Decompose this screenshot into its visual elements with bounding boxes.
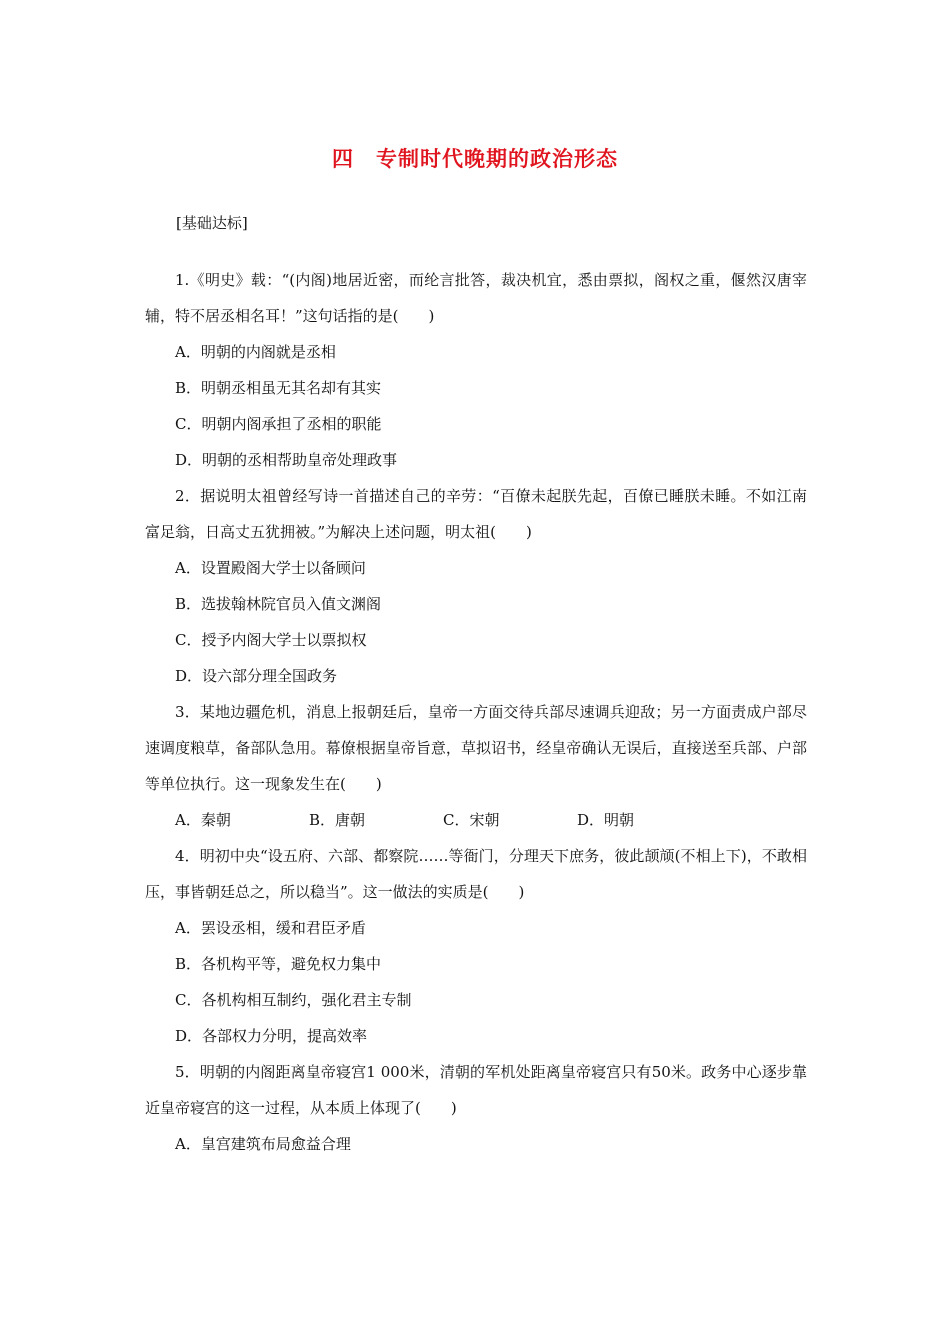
question-stem: 2．据说明太祖曾经写诗一首描述自己的辛劳：“百僚未起朕先起，百僚已睡朕未睡。不如江南富足翁，日高丈五犹拥被。”为解决上述问题，明太祖( ) [145, 487, 807, 541]
option-b: B．选拔翰林院官员入值文渊阁 [175, 595, 382, 613]
option-d: D．设六部分理全国政务 [175, 667, 338, 685]
option-d: D．明朝的丞相帮助皇帝处理政事 [175, 451, 398, 469]
options-row [145, 802, 807, 838]
page-title: 四 专制时代晚期的政治形态 [332, 147, 618, 171]
option-c: C．宋朝 [443, 811, 500, 829]
question-stem: 3．某地边疆危机，消息上报朝廷后，皇帝一方面交待兵部尽速调兵迎敌；另一方面责成户部尽速调度粮草，备部队急用。幕僚根据皇帝旨意，草拟诏书，经皇帝确认无误后，直接送至兵部、户部等单位执行。这一现象发生在( ) [145, 703, 807, 793]
option-a: A．设置殿阁大学士以备顾问 [175, 559, 366, 577]
question-list [145, 262, 807, 1162]
option-a: A．明朝的内阁就是丞相 [175, 343, 336, 361]
question-stem: 5．明朝的内阁距离皇帝寝宫1 000米，清朝的军机处距离皇帝寝宫只有50米。政务中心逐步靠近皇帝寝宫的这一过程，从本质上体现了( ) [145, 1063, 807, 1117]
question-stem: 4．明初中央“设五府、六部、都察院……等衙门，分理天下庶务，彼此颉颃(不相上下)，不敢相压，事皆朝廷总之，所以稳当”。这一做法的实质是( ) [145, 847, 807, 901]
option-a: A．秦朝 [175, 811, 231, 829]
option-c: C．授予内阁大学士以票拟权 [175, 631, 367, 649]
question-4 [145, 838, 807, 1054]
option-b: B．唐朝 [309, 811, 366, 829]
question-5 [145, 1054, 807, 1162]
option-d: D．各部权力分明，提高效率 [175, 1027, 368, 1045]
question-2 [145, 478, 807, 694]
option-c: C．各机构相互制约，强化君主专制 [175, 991, 412, 1009]
option-b: B．各机构平等，避免权力集中 [175, 955, 382, 973]
question-3 [145, 694, 807, 838]
option-d: D．明朝 [577, 811, 635, 829]
option-c: C．明朝内阁承担了丞相的职能 [175, 415, 382, 433]
question-stem: 1.《明史》载：“(内阁)地居近密，而纶言批答，裁决机宜，悉由票拟，阁权之重，偃然汉唐宰辅，特不居丞相名耳！”这句话指的是( ) [145, 271, 807, 325]
option-b: B．明朝丞相虽无其名却有其实 [175, 379, 382, 397]
question-1 [145, 262, 807, 478]
option-a: A．皇宫建筑布局愈益合理 [175, 1135, 351, 1153]
section-heading: [基础达标] [176, 214, 248, 232]
option-a: A．罢设丞相，缓和君臣矛盾 [175, 919, 366, 937]
